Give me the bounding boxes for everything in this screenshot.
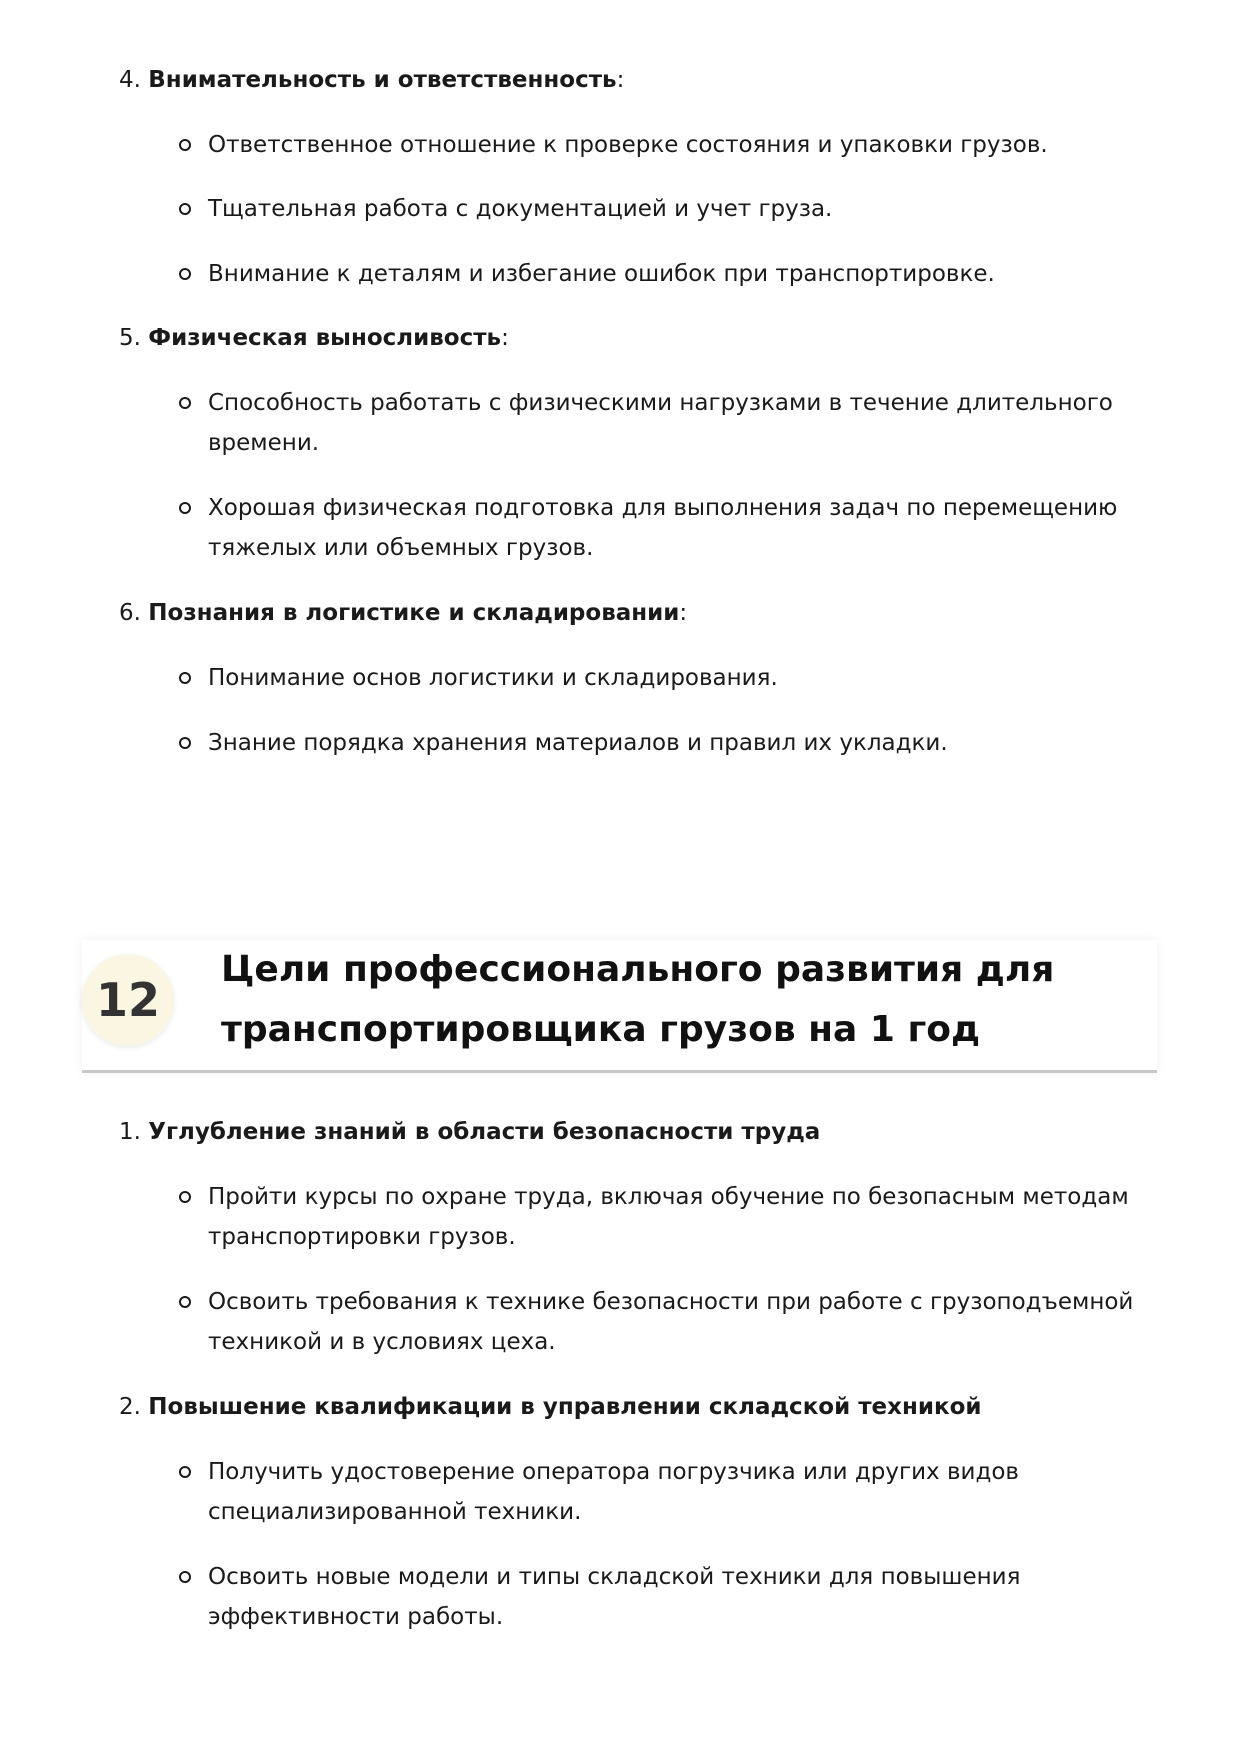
bullet-text: Знание порядка хранения материалов и правил их укладки.	[208, 730, 948, 756]
list-item-colon: :	[616, 67, 625, 93]
bullet-text: Понимание основ логистики и складирования.	[208, 665, 778, 691]
list-number: 4.	[119, 67, 141, 93]
list-item-heading	[119, 60, 624, 100]
bullet-text: Освоить новые модели и типы складской техники для повышения эффективности работы.	[208, 1564, 1021, 1630]
bullet-text: Получить удостоверение оператора погрузчика или других видов специализированной техники.	[208, 1459, 1019, 1525]
bullet-circle-icon	[179, 397, 191, 409]
bullet-text: Тщательная работа с документацией и учет груза.	[208, 196, 833, 222]
bullet-item	[179, 383, 1179, 463]
list-item-colon: :	[501, 325, 509, 351]
bullet-circle-icon	[179, 737, 191, 749]
bullet-text: Освоить требования к технике безопасности при работе с грузоподъемной техникой и в условиях цеха.	[208, 1289, 1134, 1355]
list-item-heading	[119, 593, 687, 633]
list-item-heading	[119, 1387, 982, 1427]
bullet-item	[179, 1177, 1179, 1257]
bullet-item	[179, 1452, 1179, 1532]
list-item-title: Внимательность и ответственность	[148, 67, 617, 93]
list-number: 5.	[119, 325, 141, 351]
bullet-circle-icon	[179, 268, 191, 280]
bullet-circle-icon	[179, 1466, 191, 1478]
bullet-item	[179, 254, 1179, 294]
bullet-item	[179, 723, 1179, 763]
bullet-text: Способность работать с физическими нагрузками в течение длительного времени.	[208, 390, 1113, 456]
list-number: 1.	[119, 1119, 141, 1145]
bullet-item	[179, 125, 1179, 165]
list-item-colon: :	[679, 600, 688, 626]
list-item-heading	[119, 1112, 820, 1152]
bullet-item	[179, 658, 1179, 698]
list-item-heading	[119, 318, 509, 358]
bullet-circle-icon	[179, 1191, 191, 1203]
bullet-item	[179, 1557, 1179, 1637]
bullet-text: Внимание к деталям и избегание ошибок при транспортировке.	[208, 261, 995, 287]
bullet-item	[179, 1282, 1179, 1362]
section-title-line: транспортировщика грузов на 1 год	[221, 1009, 981, 1050]
bullet-text: Ответственное отношение к проверке состояния и упаковки грузов.	[208, 132, 1048, 158]
bullet-circle-icon	[179, 1571, 191, 1583]
section-title	[221, 940, 1121, 1060]
bullet-item	[179, 488, 1179, 568]
section-heading	[82, 940, 1157, 1073]
bullet-circle-icon	[179, 139, 191, 151]
list-number: 6.	[119, 600, 141, 626]
bullet-text: Хорошая физическая подготовка для выполнения задач по перемещению тяжелых или объемных грузов.	[208, 495, 1118, 561]
list-item-title: Повышение квалификации в управлении складской техникой	[148, 1394, 982, 1420]
bullet-circle-icon	[179, 203, 191, 215]
list-item-title: Углубление знаний в области безопасности труда	[148, 1119, 821, 1145]
bullet-circle-icon	[179, 502, 191, 514]
bullet-circle-icon	[179, 672, 191, 684]
section-title-line: Цели профессионального развития для	[221, 949, 1055, 990]
bullet-circle-icon	[179, 1296, 191, 1308]
list-number: 2.	[119, 1394, 141, 1420]
list-item-title: Познания в логистике и складировании	[148, 600, 680, 626]
list-item-title: Физическая выносливость	[148, 325, 502, 351]
section-number-badge: 12	[82, 954, 174, 1046]
bullet-text: Пройти курсы по охране труда, включая обучение по безопасным методам транспортировки грузов.	[208, 1184, 1129, 1250]
bullet-item	[179, 189, 1179, 229]
